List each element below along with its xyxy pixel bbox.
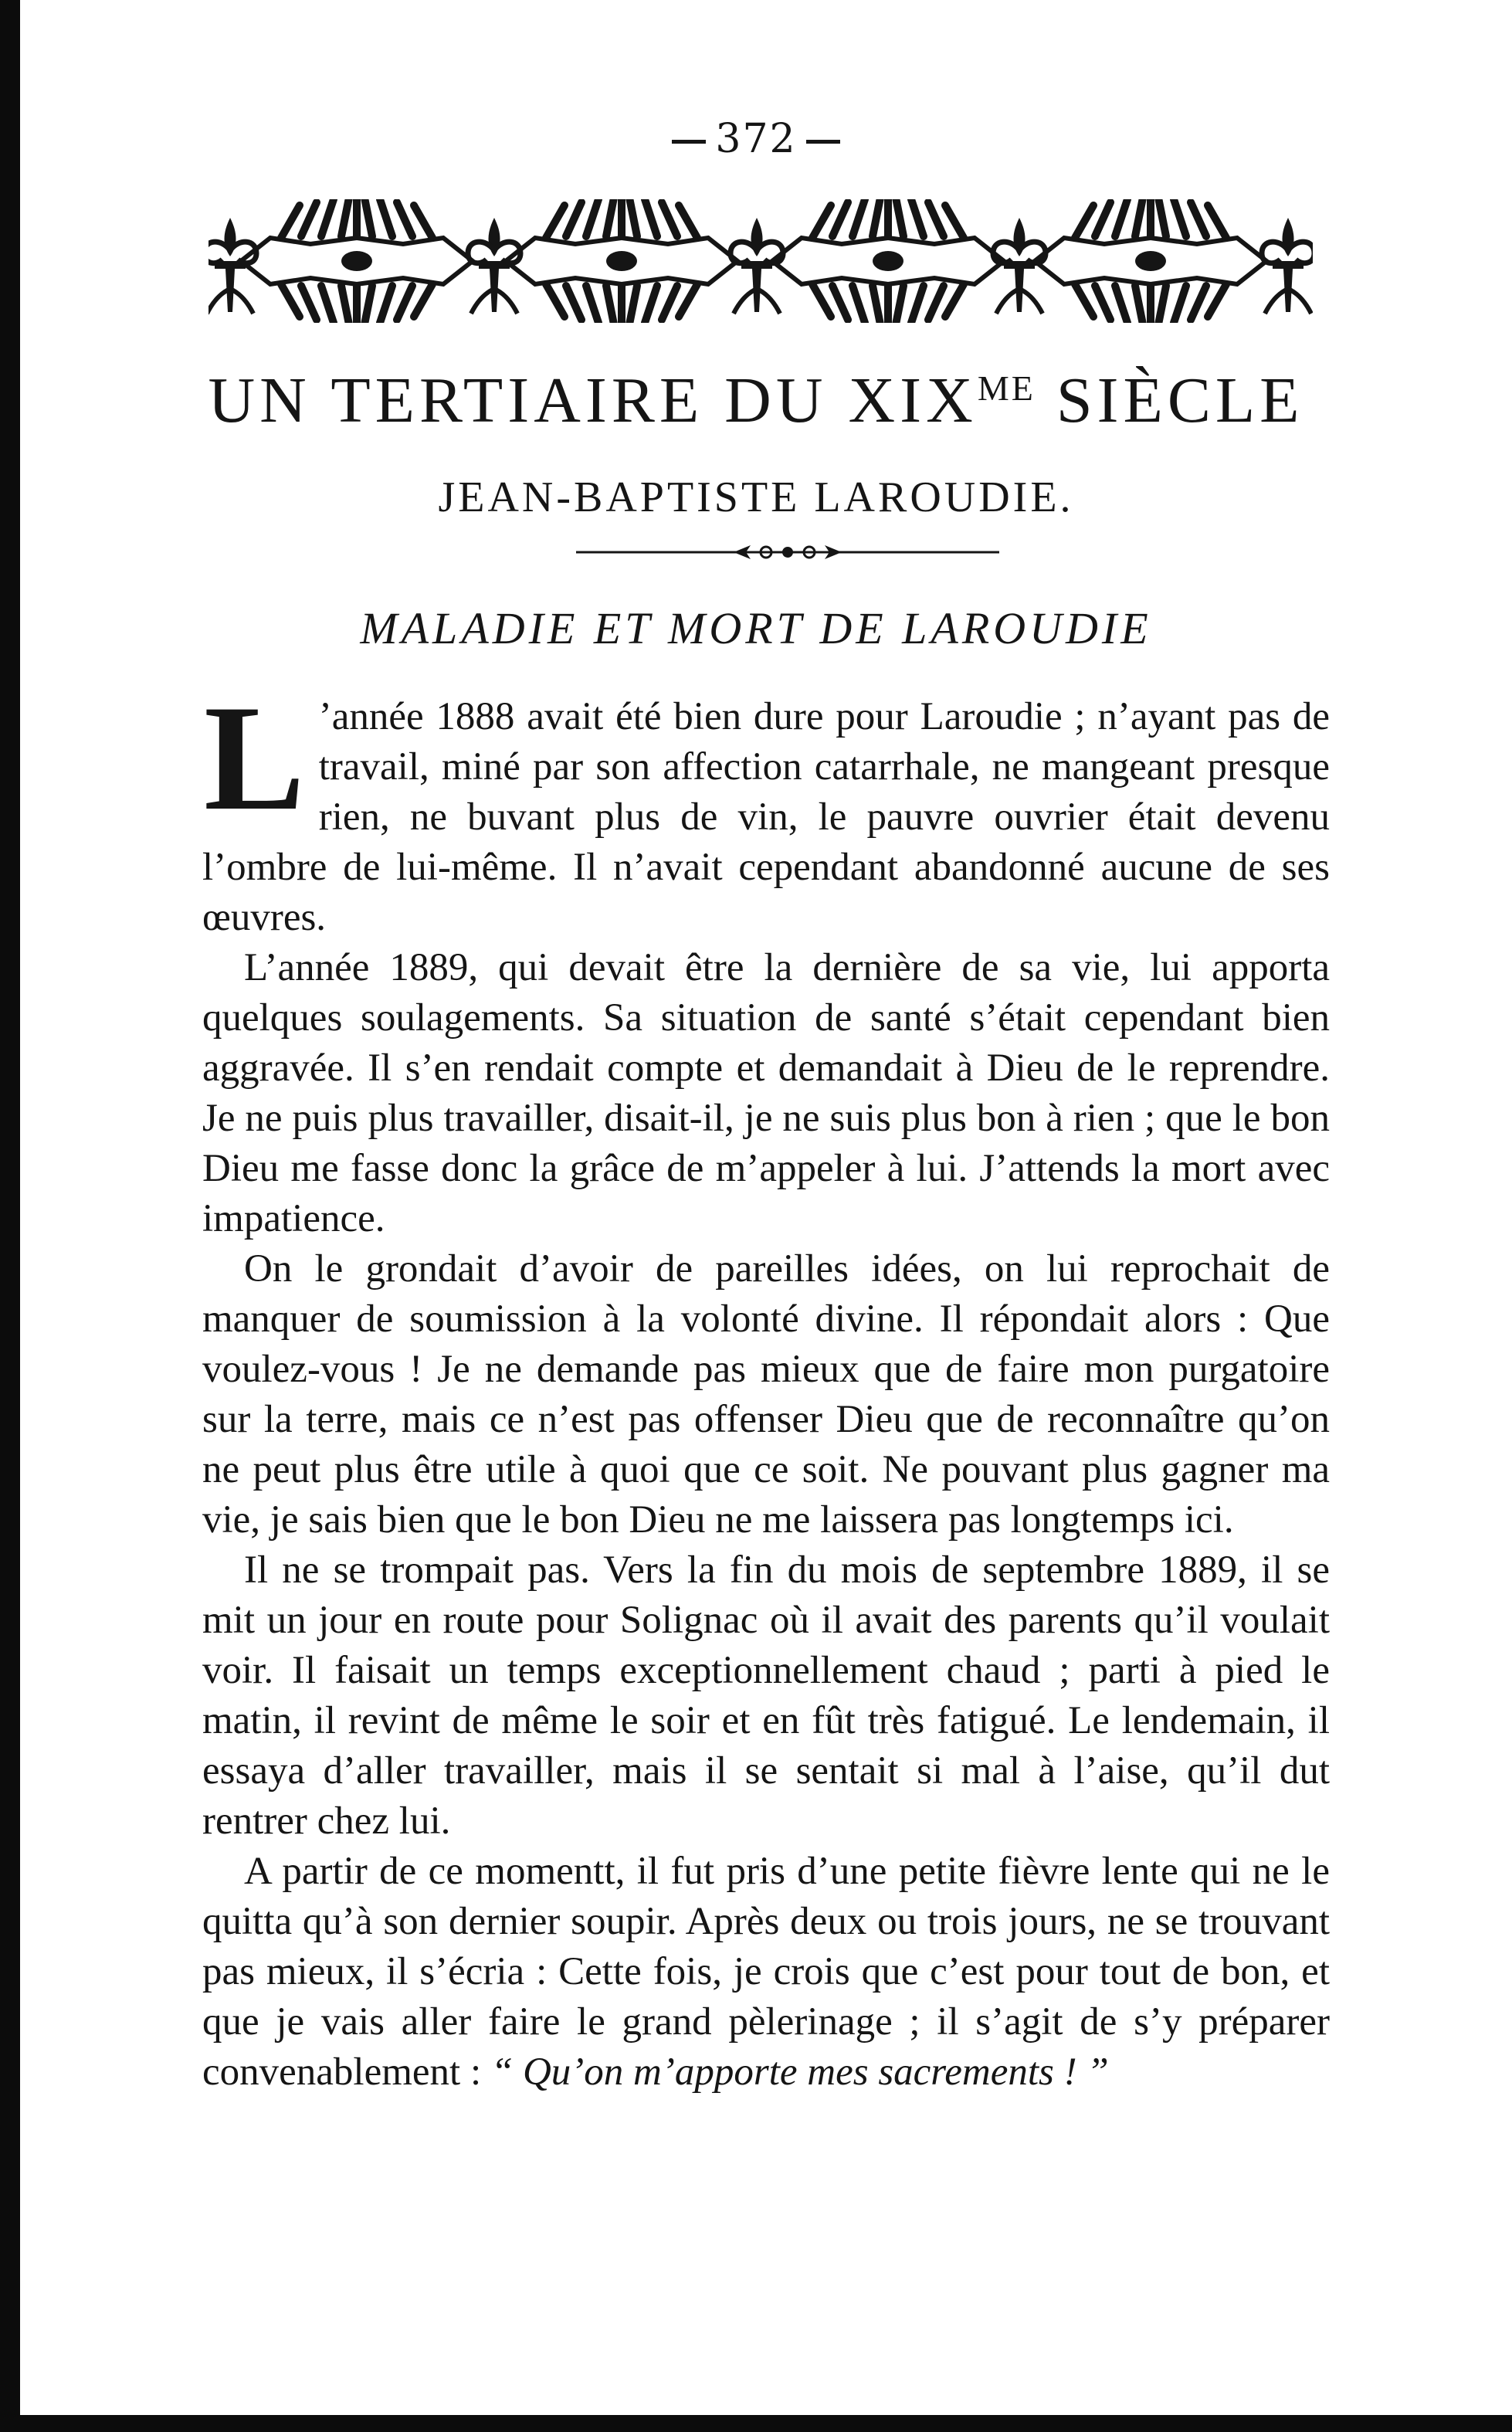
- article-title-main: UN TERTIAIRE DU XIX: [208, 365, 978, 436]
- paragraph-5-quote: “ Qu’on m’apporte mes sacrements ! ”: [490, 2050, 1109, 2094]
- article-title-superscript: ME: [977, 368, 1036, 408]
- section-heading: MALADIE ET MORT DE LAROUDIE: [360, 603, 1152, 653]
- paragraph-3: On le grondait d’avoir de pareilles idées, on lui reprochait de manquer de soumission à la volonté divine. Il répondait alors : Que voulez-vous ! Je ne demande pas mieux que de faire mon purgatoire sur la terre, mais ce n’est pas offenser Dieu que de reconnaître qu’on ne peut plus être utile à quoi que ce soit. Ne pouvant plus gagner ma vie, je sais bien que le bon Dieu ne me laissera pas longtemps ici.: [202, 1247, 1330, 1542]
- paragraph-1-text: ’année 1888 avait été bien dure pour Laroudie ; n’ayant pas de travail, miné par son affection catarrhale, ne mangeant presque rien, ne buvant plus de vin, le pauvre ouvrier était devenu l’ombre de lui-même. Il n’avait cependant abandonné aucune de ses œuvres.: [202, 695, 1330, 939]
- paragraph-1: [202, 674, 1330, 943]
- paragraph-2: L’année 1889, qui devait être la dernière de sa vie, lui apporta quelques soulagements. Sa situation de santé s’était cependant bien aggravée. Il s’en rendait compte et demandait à Dieu de le reprendre. Je ne puis plus travailler, disait-il, je ne suis plus bon à rien ; que le bon Dieu me fasse donc la grâce de m’appeler à lui. J’attends la mort avec impatience.: [202, 946, 1330, 1240]
- page-number-value: 372: [715, 116, 797, 162]
- page-number-dash-left: [672, 140, 706, 144]
- body-text: [202, 674, 1330, 2098]
- article-title: [0, 363, 1512, 438]
- page-number-dash-right: [806, 140, 840, 144]
- paragraph-5: [202, 1847, 1330, 2098]
- decorative-header-ornament: [208, 199, 1313, 323]
- article-subtitle: JEAN-BAPTISTE LAROUDIE.: [438, 473, 1074, 521]
- drop-cap: L: [204, 674, 305, 842]
- paragraph-4: Il ne se trompait pas. Vers la fin du mois de septembre 1889, il se mit un jour en route pour Solignac où il avait des parents qu’il voulait voir. Il faisait un temps exceptionnellement chaud ; parti à pied le matin, il revint de même le soir et en fût très fatigué. Le lendemain, il essaya d’aller travailler, mais il se sentait si mal à l’aise, qu’il dut rentrer chez lui.: [202, 1548, 1330, 1843]
- paragraph-5-text: A partir de ce momentt, il fut pris d’une petite fièvre lente qui ne le quitta qu’à son dernier soupir. Après deux ou trois jours, ne se trouvant pas mieux, il s’écria : Cette fois, je crois que c’est pour tout de bon, et que je vais aller faire le grand pèlerinage ; il s’agit de s’y préparer convenablement :: [202, 1850, 1330, 2094]
- decorative-divider: [571, 541, 1004, 564]
- scan-edge-bottom: [0, 2415, 1512, 2432]
- article-title-tail: SIÈCLE: [1035, 365, 1304, 436]
- page-number: [0, 116, 1512, 162]
